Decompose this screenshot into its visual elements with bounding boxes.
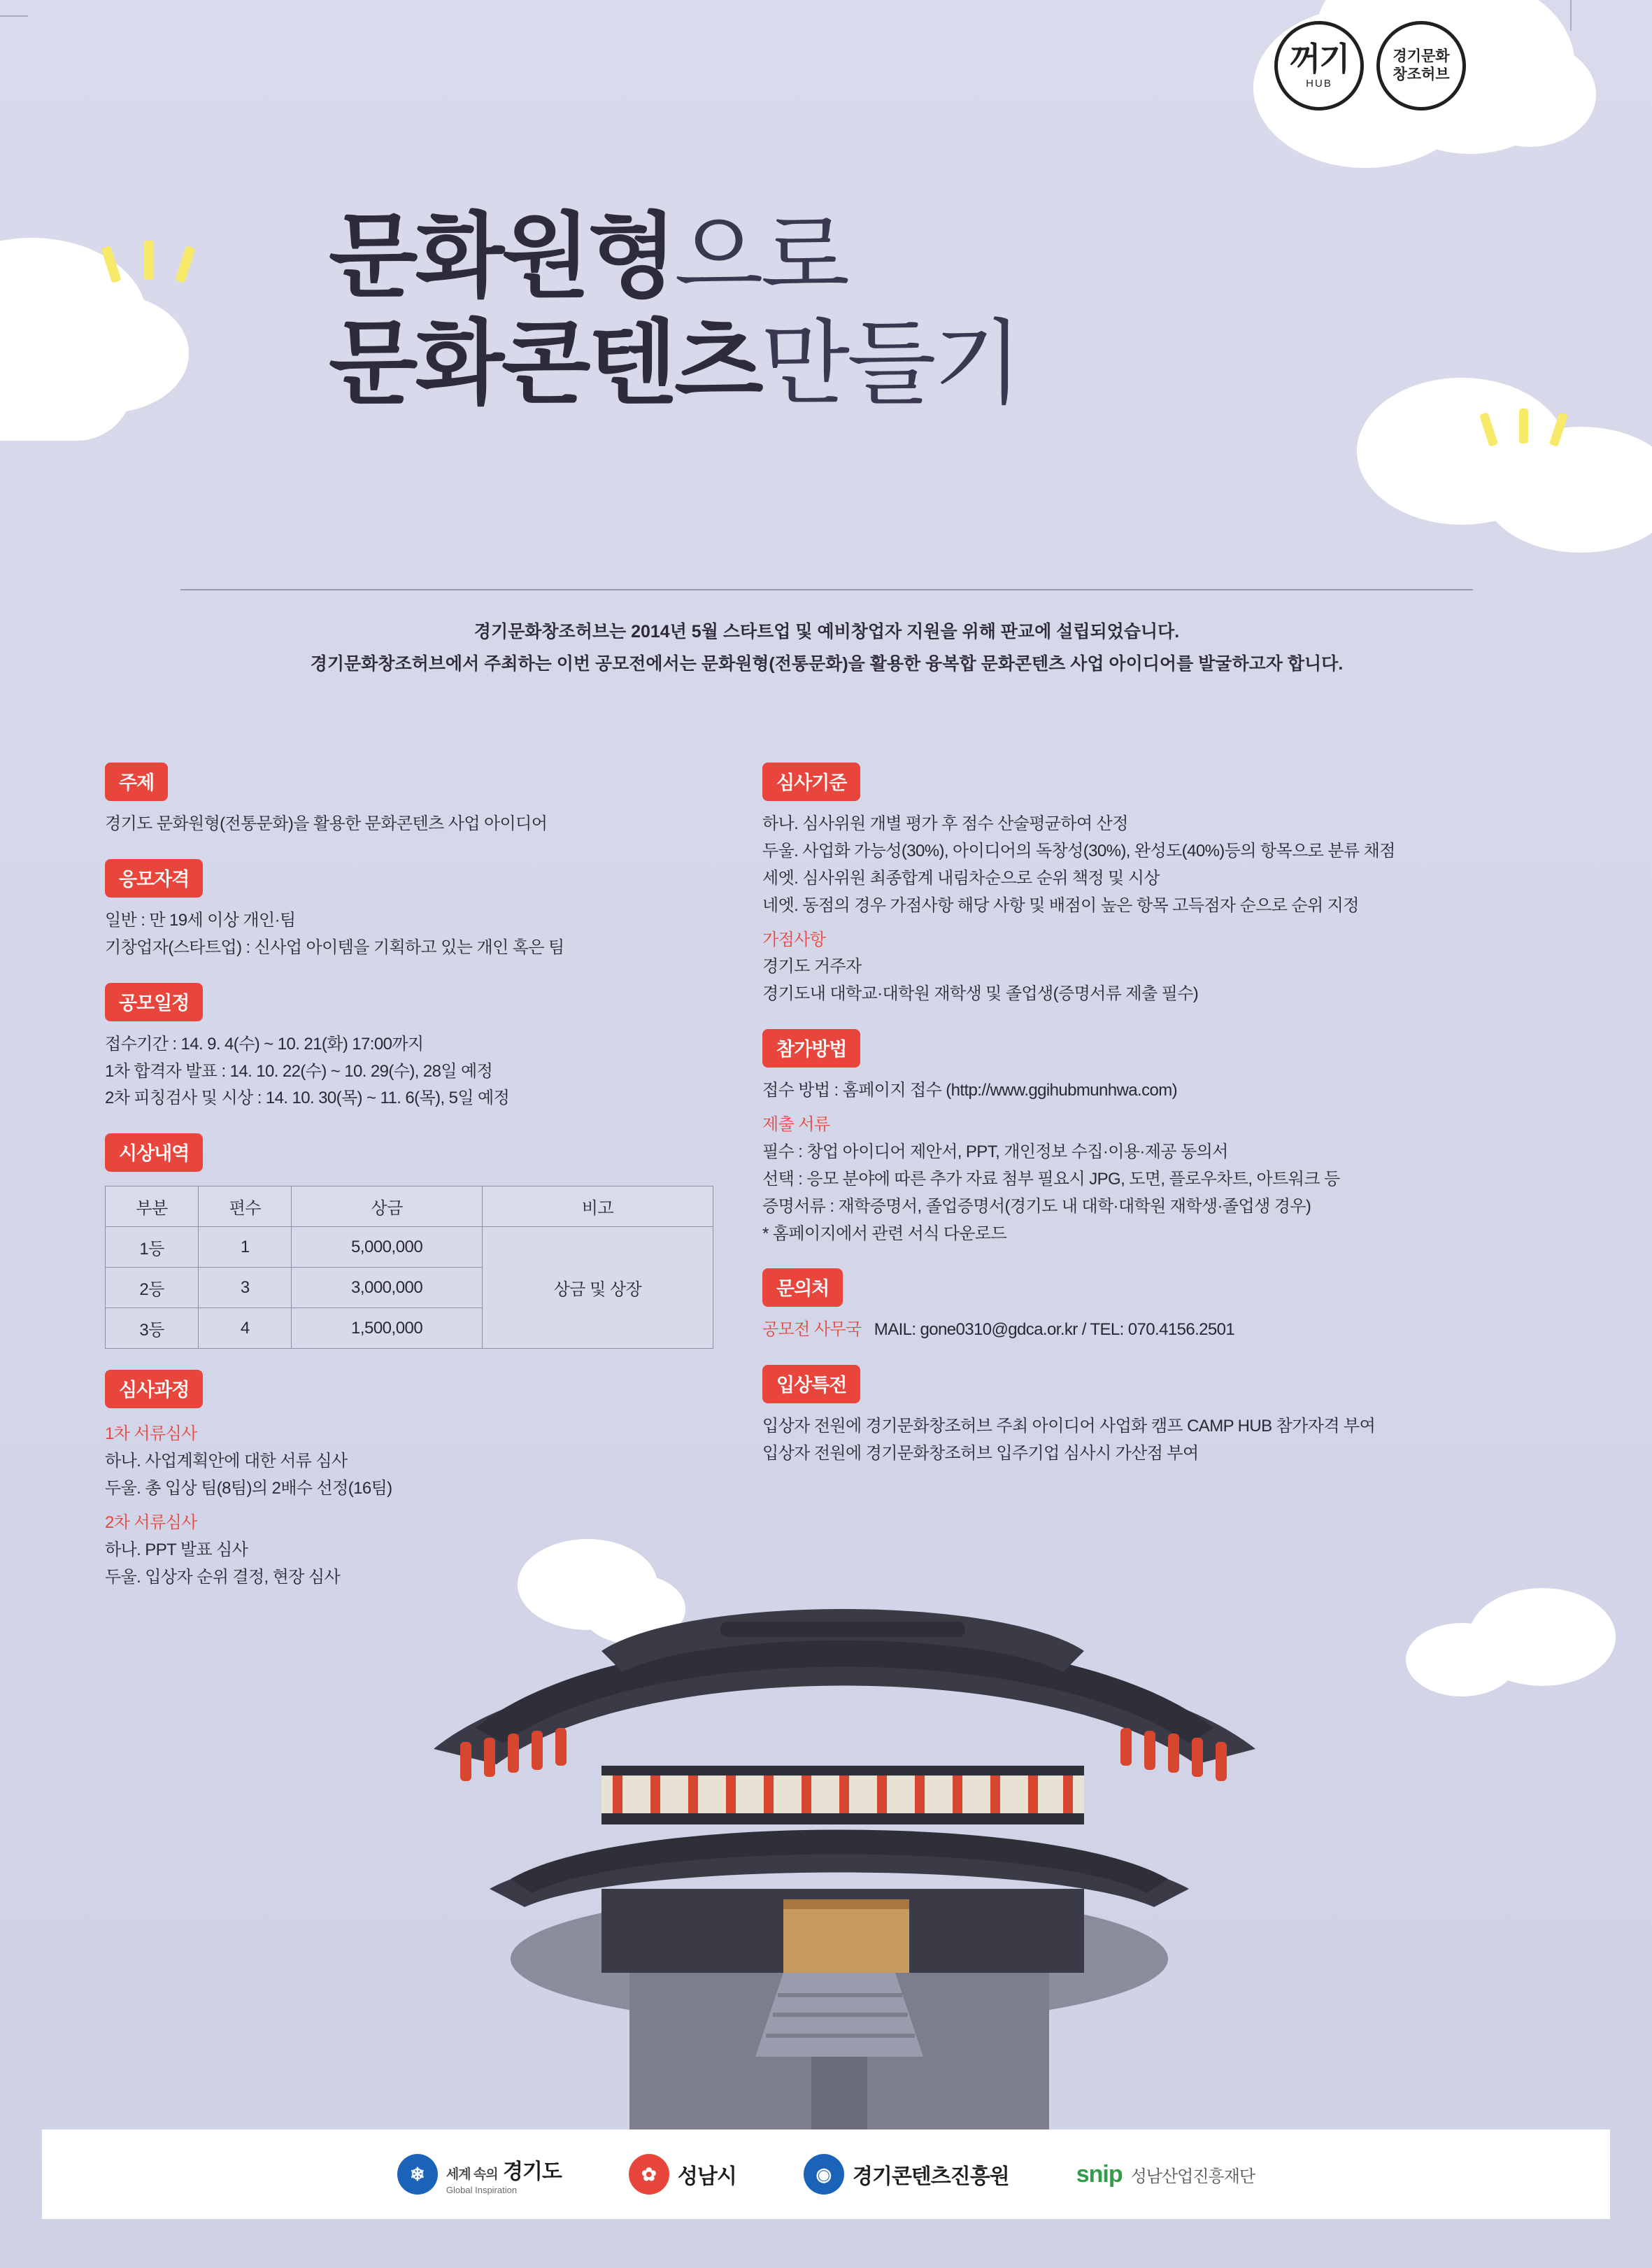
criteria-line: 하나. 심사위원 개별 평가 후 점수 산술평균하여 산정: [762, 814, 1128, 833]
section-criteria: [762, 763, 1546, 1008]
cell-count: 3: [199, 1268, 292, 1308]
section-eligibility: [105, 859, 734, 962]
sponsor-logo-snip: [1076, 2161, 1255, 2188]
prize-table: [105, 1186, 713, 1349]
sparkle-decor: [144, 241, 154, 280]
logo-badge: [1232, 0, 1596, 189]
logo-hub-sub: HUB: [1306, 77, 1332, 90]
section-contact-tag: 문의처: [762, 1268, 843, 1307]
title-line-1-light: 으로: [674, 205, 848, 308]
eligibility-line: 일반 : 만 19세 이상 개인·팀: [105, 910, 296, 930]
sponsor-snip-mark: snip: [1076, 2160, 1123, 2188]
section-apply-tag: 참가방법: [762, 1029, 860, 1068]
benefits-line: 입상자 전원에 경기문화창조허브 주최 아이디어 사업화 캠프 CAMP HUB 참가자격 부여: [762, 1417, 1376, 1436]
logo-hub-main: 꺼기: [1289, 40, 1349, 77]
apply-docs-line: 필수 : 창업 아이디어 제안서, PPT, 개인정보 수집·이용·제공 동의서: [762, 1142, 1228, 1161]
cell-count: 4: [199, 1308, 292, 1349]
col-header-count: 편수: [199, 1186, 292, 1227]
sponsor-logo-seongnam: [629, 2154, 736, 2195]
section-schedule: [105, 983, 734, 1113]
section-criteria-tag: 심사기준: [762, 763, 860, 801]
table-row: [106, 1227, 713, 1268]
process-stage1-title: 1차 서류심사: [105, 1424, 197, 1444]
title-line-2-strong: 문화콘텐츠: [329, 312, 761, 416]
criteria-line: 두울. 사업화 가능성(30%), 아이디어의 독창성(30%), 완성도(40%)등의 항목으로 분류 채점: [762, 841, 1395, 860]
logo-org-line1: 경기문화: [1393, 48, 1450, 64]
process-stage2-line: 하나. PPT 발표 심사: [105, 1540, 248, 1559]
cell-rank: 2등: [106, 1268, 199, 1308]
process-stage1-line: 하나. 사업계획안에 대한 서류 심사: [105, 1452, 348, 1471]
section-topic: [105, 763, 734, 838]
sponsor-footer: [42, 2129, 1610, 2219]
left-column: [105, 763, 734, 1613]
title-line-1-strong: 문화원형: [329, 205, 675, 308]
cell-amount: 1,500,000: [292, 1308, 483, 1349]
section-topic-line: 경기도 문화원형(전통문화)을 활용한 문화콘텐츠 사업 아이디어: [105, 814, 548, 833]
table-header-row: [106, 1186, 713, 1227]
logo-org-line2: 창조허브: [1393, 66, 1450, 83]
divider: [180, 589, 1473, 590]
section-benefits-tag: 입상특전: [762, 1365, 860, 1403]
contact-row: [762, 1317, 1546, 1344]
sponsor-prefix: 세계 속의: [446, 2167, 498, 2182]
snowflake-icon: ❄: [397, 2154, 438, 2195]
section-topic-tag: 주제: [105, 763, 168, 801]
cell-note: 상금 및 상장: [482, 1227, 713, 1349]
section-process-tag: 심사과정: [105, 1370, 203, 1408]
apply-docs-line: 선택 : 응모 분야에 따른 추가 자료 첨부 필요시 JPG, 도면, 플로우차트, 아트워크 등: [762, 1169, 1340, 1189]
sponsor-name: 성남산업진흥재단: [1130, 2167, 1255, 2186]
cloud-decor: [1406, 1623, 1518, 1696]
sponsor-name: 경기도: [502, 2160, 562, 2183]
intro-text: [180, 616, 1473, 681]
sparkle-decor: [175, 246, 195, 283]
section-schedule-tag: 공모일정: [105, 983, 203, 1021]
cell-amount: 3,000,000: [292, 1268, 483, 1308]
page-title: [329, 203, 1020, 417]
section-prize: [105, 1133, 734, 1349]
schedule-line: 1차 합격자 발표 : 14. 10. 22(수) ~ 10. 29(수), 28일 예정: [105, 1061, 493, 1081]
criteria-line: 세엣. 심사위원 최종합계 내림차순으로 순위 책정 및 시상: [762, 868, 1160, 888]
process-stage2-line: 두울. 입상자 순위 결정, 현장 심사: [105, 1567, 341, 1587]
logo-hub-circle: [1274, 21, 1364, 111]
criteria-bonus-title: 가점사항: [762, 930, 826, 949]
col-header-rank: 부분: [106, 1186, 199, 1227]
sparkle-decor: [1519, 409, 1528, 444]
cell-rank: 1등: [106, 1227, 199, 1268]
criteria-bonus-line: 경기도내 대학교·대학원 재학생 및 졸업생(증명서류 제출 필수): [762, 984, 1199, 1004]
process-stage2-title: 2차 서류심사: [105, 1512, 197, 1532]
corner-mark-left: [0, 15, 28, 17]
sponsor-subtitle: Global Inspiration: [446, 2184, 518, 2195]
circle-icon: ◉: [804, 2154, 844, 2195]
cell-rank: 3등: [106, 1308, 199, 1349]
sponsor-name: 성남시: [677, 2165, 736, 2188]
schedule-line: 접수기간 : 14. 9. 4(수) ~ 10. 21(화) 17:00까지: [105, 1034, 424, 1054]
col-header-amount: 상금: [292, 1186, 483, 1227]
palace-illustration: [392, 1497, 1301, 2197]
intro-line-2: 경기문화창조허브에서 주최하는 이번 공모전에서는 문화원형(전통문화)을 활용한 융복합 문화콘텐츠 사업 아이디어를 발굴하고자 합니다.: [310, 654, 1344, 674]
cell-amount: 5,000,000: [292, 1227, 483, 1268]
section-prize-tag: 시상내역: [105, 1133, 203, 1172]
sponsor-logo-gyeonggi: [397, 2154, 562, 2195]
flower-icon: ✿: [629, 2154, 669, 2195]
eligibility-line: 기창업자(스타트업) : 신사업 아이템을 기획하고 있는 개인 혹은 팀: [105, 937, 564, 957]
title-line-2: [329, 310, 1020, 417]
cell-count: 1: [199, 1227, 292, 1268]
benefits-line: 입상자 전원에 경기문화창조허브 입주기업 심사시 가산점 부여: [762, 1444, 1199, 1463]
apply-docs-line: * 홈페이지에서 관련 서식 다운로드: [762, 1224, 1007, 1243]
criteria-bonus-line: 경기도 거주자: [762, 957, 862, 977]
sponsor-name-block: [446, 2154, 562, 2195]
title-line-2-light: 만들기: [760, 312, 1020, 416]
cloud-decor: [0, 329, 133, 441]
col-header-note: 비고: [482, 1186, 713, 1227]
section-benefits: [762, 1365, 1546, 1468]
title-line-1: [329, 203, 1020, 310]
logo-org-circle: [1376, 21, 1466, 111]
contact-info: MAIL: gone0310@gdca.or.kr / TEL: 070.4156.2501: [874, 1320, 1235, 1340]
contact-org: 공모전 사무국: [762, 1320, 862, 1340]
schedule-line: 2차 피칭검사 및 시상 : 14. 10. 30(목) ~ 11. 6(목), 5일 예정: [105, 1089, 510, 1108]
section-eligibility-tag: 응모자격: [105, 859, 203, 898]
sponsor-name: 경기콘텐츠진흥원: [852, 2165, 1009, 2188]
section-contact: [762, 1268, 1546, 1344]
apply-docs-line: 증명서류 : 재학증명서, 졸업증명서(경기도 내 대학·대학원 재학생·졸업생 경우): [762, 1196, 1311, 1216]
apply-method: 접수 방법 : 홈페이지 접수 (http://www.ggihubmunhwa.com): [762, 1081, 1177, 1100]
intro-line-1: 경기문화창조허브는 2014년 5월 스타트업 및 예비창업자 지원을 위해 판교에 설립되었습니다.: [473, 622, 1180, 642]
sponsor-logo-gca: [804, 2154, 1009, 2195]
section-apply: [762, 1029, 1546, 1247]
apply-docs-title: 제출 서류: [762, 1115, 830, 1134]
right-column: [762, 763, 1546, 1489]
criteria-line: 네엣. 동점의 경우 가점사항 해당 사항 및 배점이 높은 항목 고득점자 순으로 순위 지정: [762, 895, 1359, 915]
process-stage1-line: 두울. 총 입상 팀(8팀)의 2배수 선정(16팀): [105, 1479, 392, 1498]
